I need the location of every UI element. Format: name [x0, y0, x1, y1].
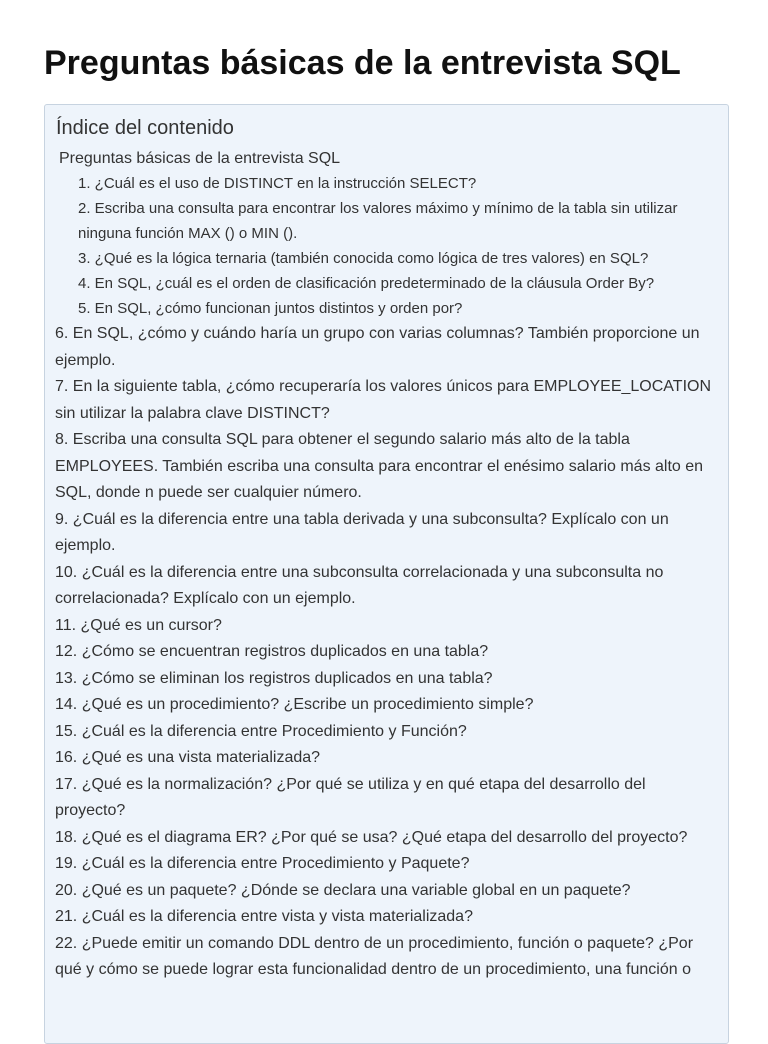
toc-item-11[interactable]: 11. ¿Qué es un cursor? — [55, 616, 222, 634]
toc-item-10[interactable]: 10. ¿Cuál es la diferencia entre una subconsulta correlacionada y una subconsulta no correlacionada? Explícalo con un ejemplo. — [55, 563, 664, 607]
page-title: Preguntas básicas de la entrevista SQL — [44, 44, 681, 82]
toc-item-6[interactable]: 6. En SQL, ¿cómo y cuándo haría un grupo con varias columnas? También proporcione un ejemplo. — [55, 325, 700, 369]
toc-item-20[interactable]: 20. ¿Qué es un paquete? ¿Dónde se declara una variable global en un paquete? — [55, 881, 631, 899]
toc-item-4[interactable]: 4. En SQL, ¿cuál es el orden de clasificación predeterminado de la cláusula Order By? — [78, 275, 655, 292]
toc-item-basic-questions[interactable]: Preguntas básicas de la entrevista SQL — [59, 150, 341, 167]
toc-item-15[interactable]: 15. ¿Cuál es la diferencia entre Procedimiento y Función? — [55, 722, 467, 740]
toc-item-7[interactable]: 7. En la siguiente tabla, ¿cómo recuperaría los valores únicos para EMPLOYEE_LOCATION sin utilizar la palabra clave DISTINCT? — [55, 378, 712, 422]
toc-item-13[interactable]: 13. ¿Cómo se eliminan los registros duplicados en una tabla? — [55, 669, 493, 687]
toc-item-8[interactable]: 8. Escriba una consulta SQL para obtener el segundo salario más alto de la tabla EMPLOYEES. También escriba una consulta para encontrar el enésimo salario más alto en SQL, donde n puede ser cualquier número. — [55, 431, 704, 501]
toc-item-5[interactable]: 5. En SQL, ¿cómo funcionan juntos distintos y orden por? — [78, 300, 463, 317]
toc-item-3[interactable]: 3. ¿Qué es la lógica ternaria (también conocida como lógica de tres valores) en SQL? — [78, 250, 649, 267]
toc-heading: Índice del contenido — [56, 117, 234, 139]
toc-list — [55, 147, 720, 984]
toc-item-16[interactable]: 16. ¿Qué es una vista materializada? — [55, 749, 321, 766]
toc-item-1[interactable]: 1. ¿Cuál es el uso de DISTINCT en la instrucción SELECT? — [78, 175, 477, 192]
toc-item-9[interactable]: 9. ¿Cuál es la diferencia entre una tabla derivada y una subconsulta? Explícalo con un ejemplo. — [55, 510, 669, 554]
toc-item-17[interactable]: 17. ¿Qué es la normalización? ¿Por qué se utiliza y en qué etapa del desarrollo del proyecto? — [55, 775, 646, 819]
toc-item-18[interactable]: 18. ¿Qué es el diagrama ER? ¿Por qué se usa? ¿Qué etapa del desarrollo del proyecto? — [55, 828, 688, 846]
toc-item-21[interactable]: 21. ¿Cuál es la diferencia entre vista y vista materializada? — [55, 908, 473, 925]
toc-item-19[interactable]: 19. ¿Cuál es la diferencia entre Procedimiento y Paquete? — [55, 855, 470, 872]
toc-item-14[interactable]: 14. ¿Qué es un procedimiento? ¿Escribe un procedimiento simple? — [55, 696, 534, 713]
toc-item-2[interactable]: 2. Escriba una consulta para encontrar los valores máximo y mínimo de la tabla sin utilizar ninguna función MAX () o MIN (). — [78, 200, 678, 242]
toc-item-12[interactable]: 12. ¿Cómo se encuentran registros duplicados en una tabla? — [55, 643, 489, 660]
toc-item-22[interactable]: 22. ¿Puede emitir un comando DDL dentro de un procedimiento, función o paquete? ¿Por qué y cómo se puede lograr esta funcionalidad dentro de un procedimiento, una función o — [55, 934, 694, 978]
table-of-contents — [44, 104, 729, 1044]
